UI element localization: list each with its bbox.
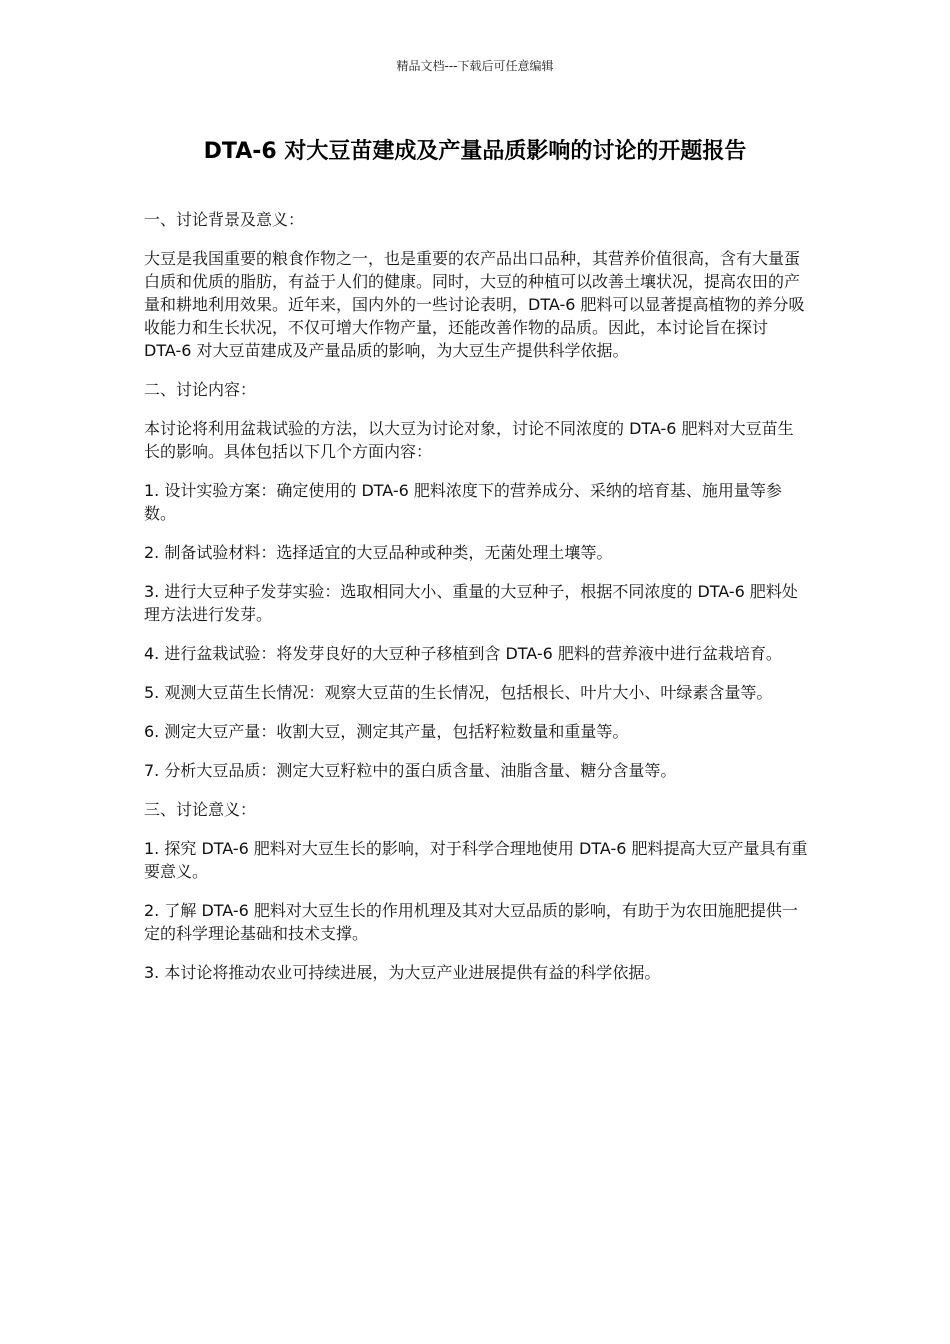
significance-item-3: 3. 本讨论将推动农业可持续进展，为大豆产业进展提供有益的科学依据。 (144, 963, 661, 982)
section-heading-content: 二、讨论内容： (144, 380, 257, 399)
significance-item-1: 1. 探究 DTA-6 肥料对大豆生长的影响，对于科学合理地使用 DTA-6 肥料提高大豆产量具有重要意义。 (144, 839, 808, 881)
significance-item-2: 2. 了解 DTA-6 肥料对大豆生长的作用机理及其对大豆品质的影响，有助于为农田施肥提供一定的科学理论基础和技术支撑。 (144, 901, 798, 943)
background-paragraph: 大豆是我国重要的粮食作物之一，也是重要的农产品出口品种，其营养价值很高，含有大量蛋白质和优质的脂肪，有益于人们的健康。同时，大豆的种植可以改善土壤状况，提高农田的产量和耕地利用效果。近年来，国内外的一些讨论表明，DTA-6 肥料可以显著提高植物的养分吸收能力和生长状况，不仅可增大作物产量，还能改善作物的品质。因此，本讨论旨在探讨 DTA-6 对大豆苗建成及产量品质的影响，为大豆生产提供科学依据。 (144, 249, 805, 360)
section-heading-significance: 三、讨论意义： (144, 800, 257, 819)
document-title: DTA-6 对大豆苗建成及产量品质影响的讨论的开题报告 (203, 139, 747, 164)
content-item-7: 7. 分析大豆品质：测定大豆籽粒中的蛋白质含量、油脂含量、糖分含量等。 (144, 761, 677, 780)
content-intro-paragraph: 本讨论将利用盆栽试验的方法，以大豆为讨论对象，讨论不同浓度的 DTA-6 肥料对大豆苗生长的影响。具体包括以下几个方面内容： (144, 419, 794, 461)
page-header: 精品文档---下载后可任意编辑 (396, 59, 554, 73)
content-item-2: 2. 制备试验材料：选择适宜的大豆品种或种类，无菌处理土壤等。 (144, 543, 613, 562)
section-heading-background: 一、讨论背景及意义： (144, 210, 305, 229)
content-item-5: 5. 观测大豆苗生长情况：观察大豆苗的生长情况，包括根长、叶片大小、叶绿素含量等。 (144, 683, 773, 702)
document-body (144, 208, 808, 1000)
content-item-4: 4. 进行盆栽试验：将发芽良好的大豆种子移植到含 DTA-6 肥料的营养液中进行盆栽培育。 (144, 644, 782, 663)
content-item-1: 1. 设计实验方案：确定使用的 DTA-6 肥料浓度下的营养成分、采纳的培育基、施用量等参数。 (144, 481, 782, 523)
content-item-3: 3. 进行大豆种子发芽实验：选取相同大小、重量的大豆种子，根据不同浓度的 DTA-6 肥料处理方法进行发芽。 (144, 582, 798, 624)
content-item-6: 6. 测定大豆产量：收割大豆，测定其产量，包括籽粒数量和重量等。 (144, 722, 629, 741)
